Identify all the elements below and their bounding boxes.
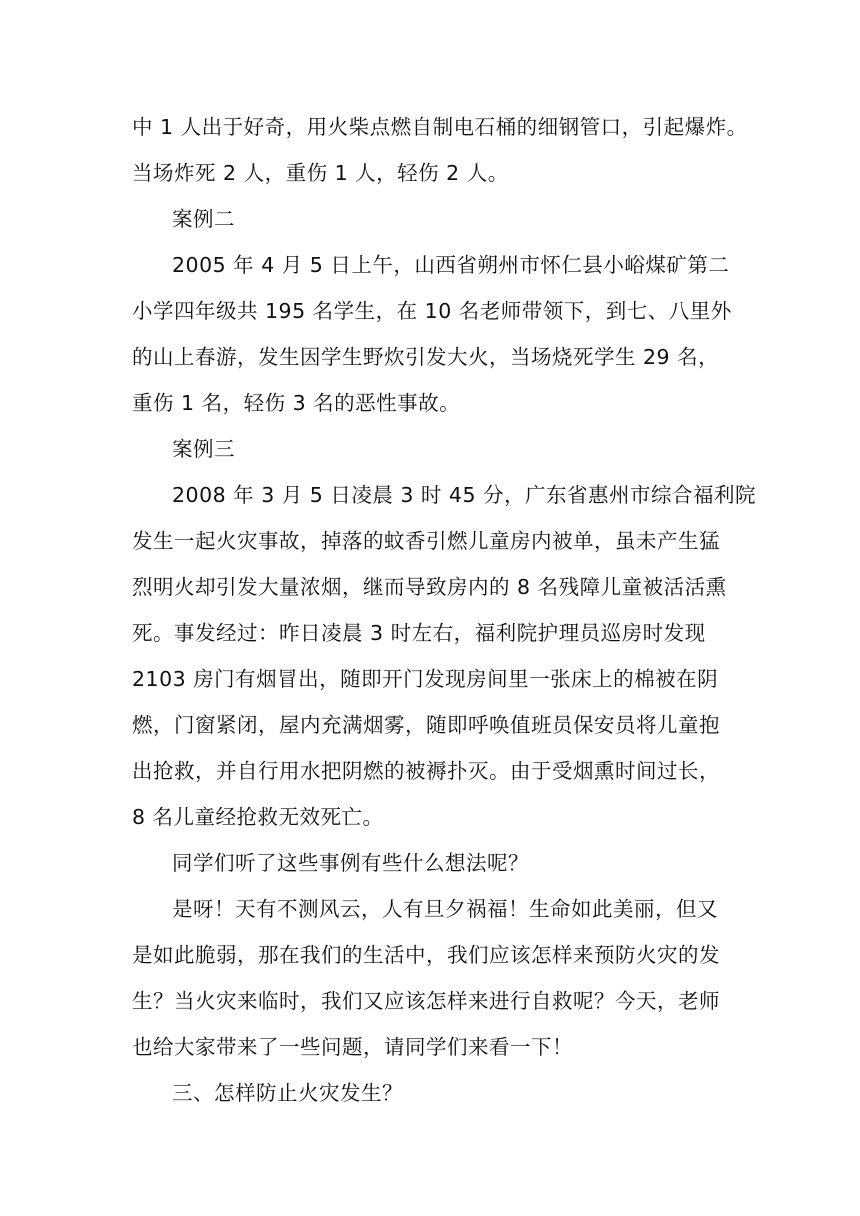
text-line: 8 名儿童经抢救无效死亡。 [132, 805, 384, 829]
text-line: 的山上春游，发生因学生野炊引发大火，当场烧死学生 29 名， [132, 345, 720, 369]
text-line: 2005 年 4 月 5 日上午，山西省朔州市怀仁县小峪煤矿第二 [172, 253, 730, 277]
section-heading: 案例三 [172, 437, 235, 461]
text-line: 重伤 1 名，轻伤 3 名的恶性事故。 [132, 391, 461, 415]
text-line: 2008 年 3 月 5 日凌晨 3 时 45 分，广东省惠州市综合福利院 [172, 483, 757, 507]
text-line: 生？当火灾来临时，我们又应该怎样来进行自救呢？今天，老师 [132, 989, 720, 1013]
text-line: 同学们听了这些事例有些什么想法呢？ [172, 851, 529, 875]
text-line: 2103 房门有烟冒出，随即开门发现房间里一张床上的棉被在阴 [132, 667, 719, 691]
text-line: 是如此脆弱，那在我们的生活中，我们应该怎样来预防火灾的发 [132, 943, 720, 967]
text-line: 也给大家带来了一些问题，请同学们来看一下！ [132, 1035, 573, 1059]
text-line: 小学四年级共 195 名学生，在 10 名老师带领下，到七、八里外 [132, 299, 732, 323]
text-line: 死。事发经过：昨日凌晨 3 时左右，福利院护理员巡房时发现 [132, 621, 706, 645]
text-line: 出抢救，并自行用水把阴燃的被褥扑灭。由于受烟熏时间过长， [132, 759, 720, 783]
text-line: 是呀！天有不测风云，人有旦夕祸福！生命如此美丽，但又 [172, 897, 718, 921]
section-heading: 三、怎样防止火灾发生？ [172, 1081, 403, 1105]
text-line: 中 1 人出于好奇，用火柴点燃自制电石桶的细钢管口，引起爆炸。 [132, 115, 748, 139]
text-line: 发生一起火灾事故，掉落的蚊香引燃儿童房内被单，虽未产生猛 [132, 529, 720, 553]
text-line: 当场炸死 2 人，重伤 1 人，轻伤 2 人。 [132, 161, 509, 185]
section-heading: 案例二 [172, 207, 235, 231]
text-line: 烈明火却引发大量浓烟，继而导致房内的 8 名残障儿童被活活熏 [132, 575, 727, 599]
text-line: 燃，门窗紧闭，屋内充满烟雾，随即呼唤值班员保安员将儿童抱 [132, 713, 720, 737]
